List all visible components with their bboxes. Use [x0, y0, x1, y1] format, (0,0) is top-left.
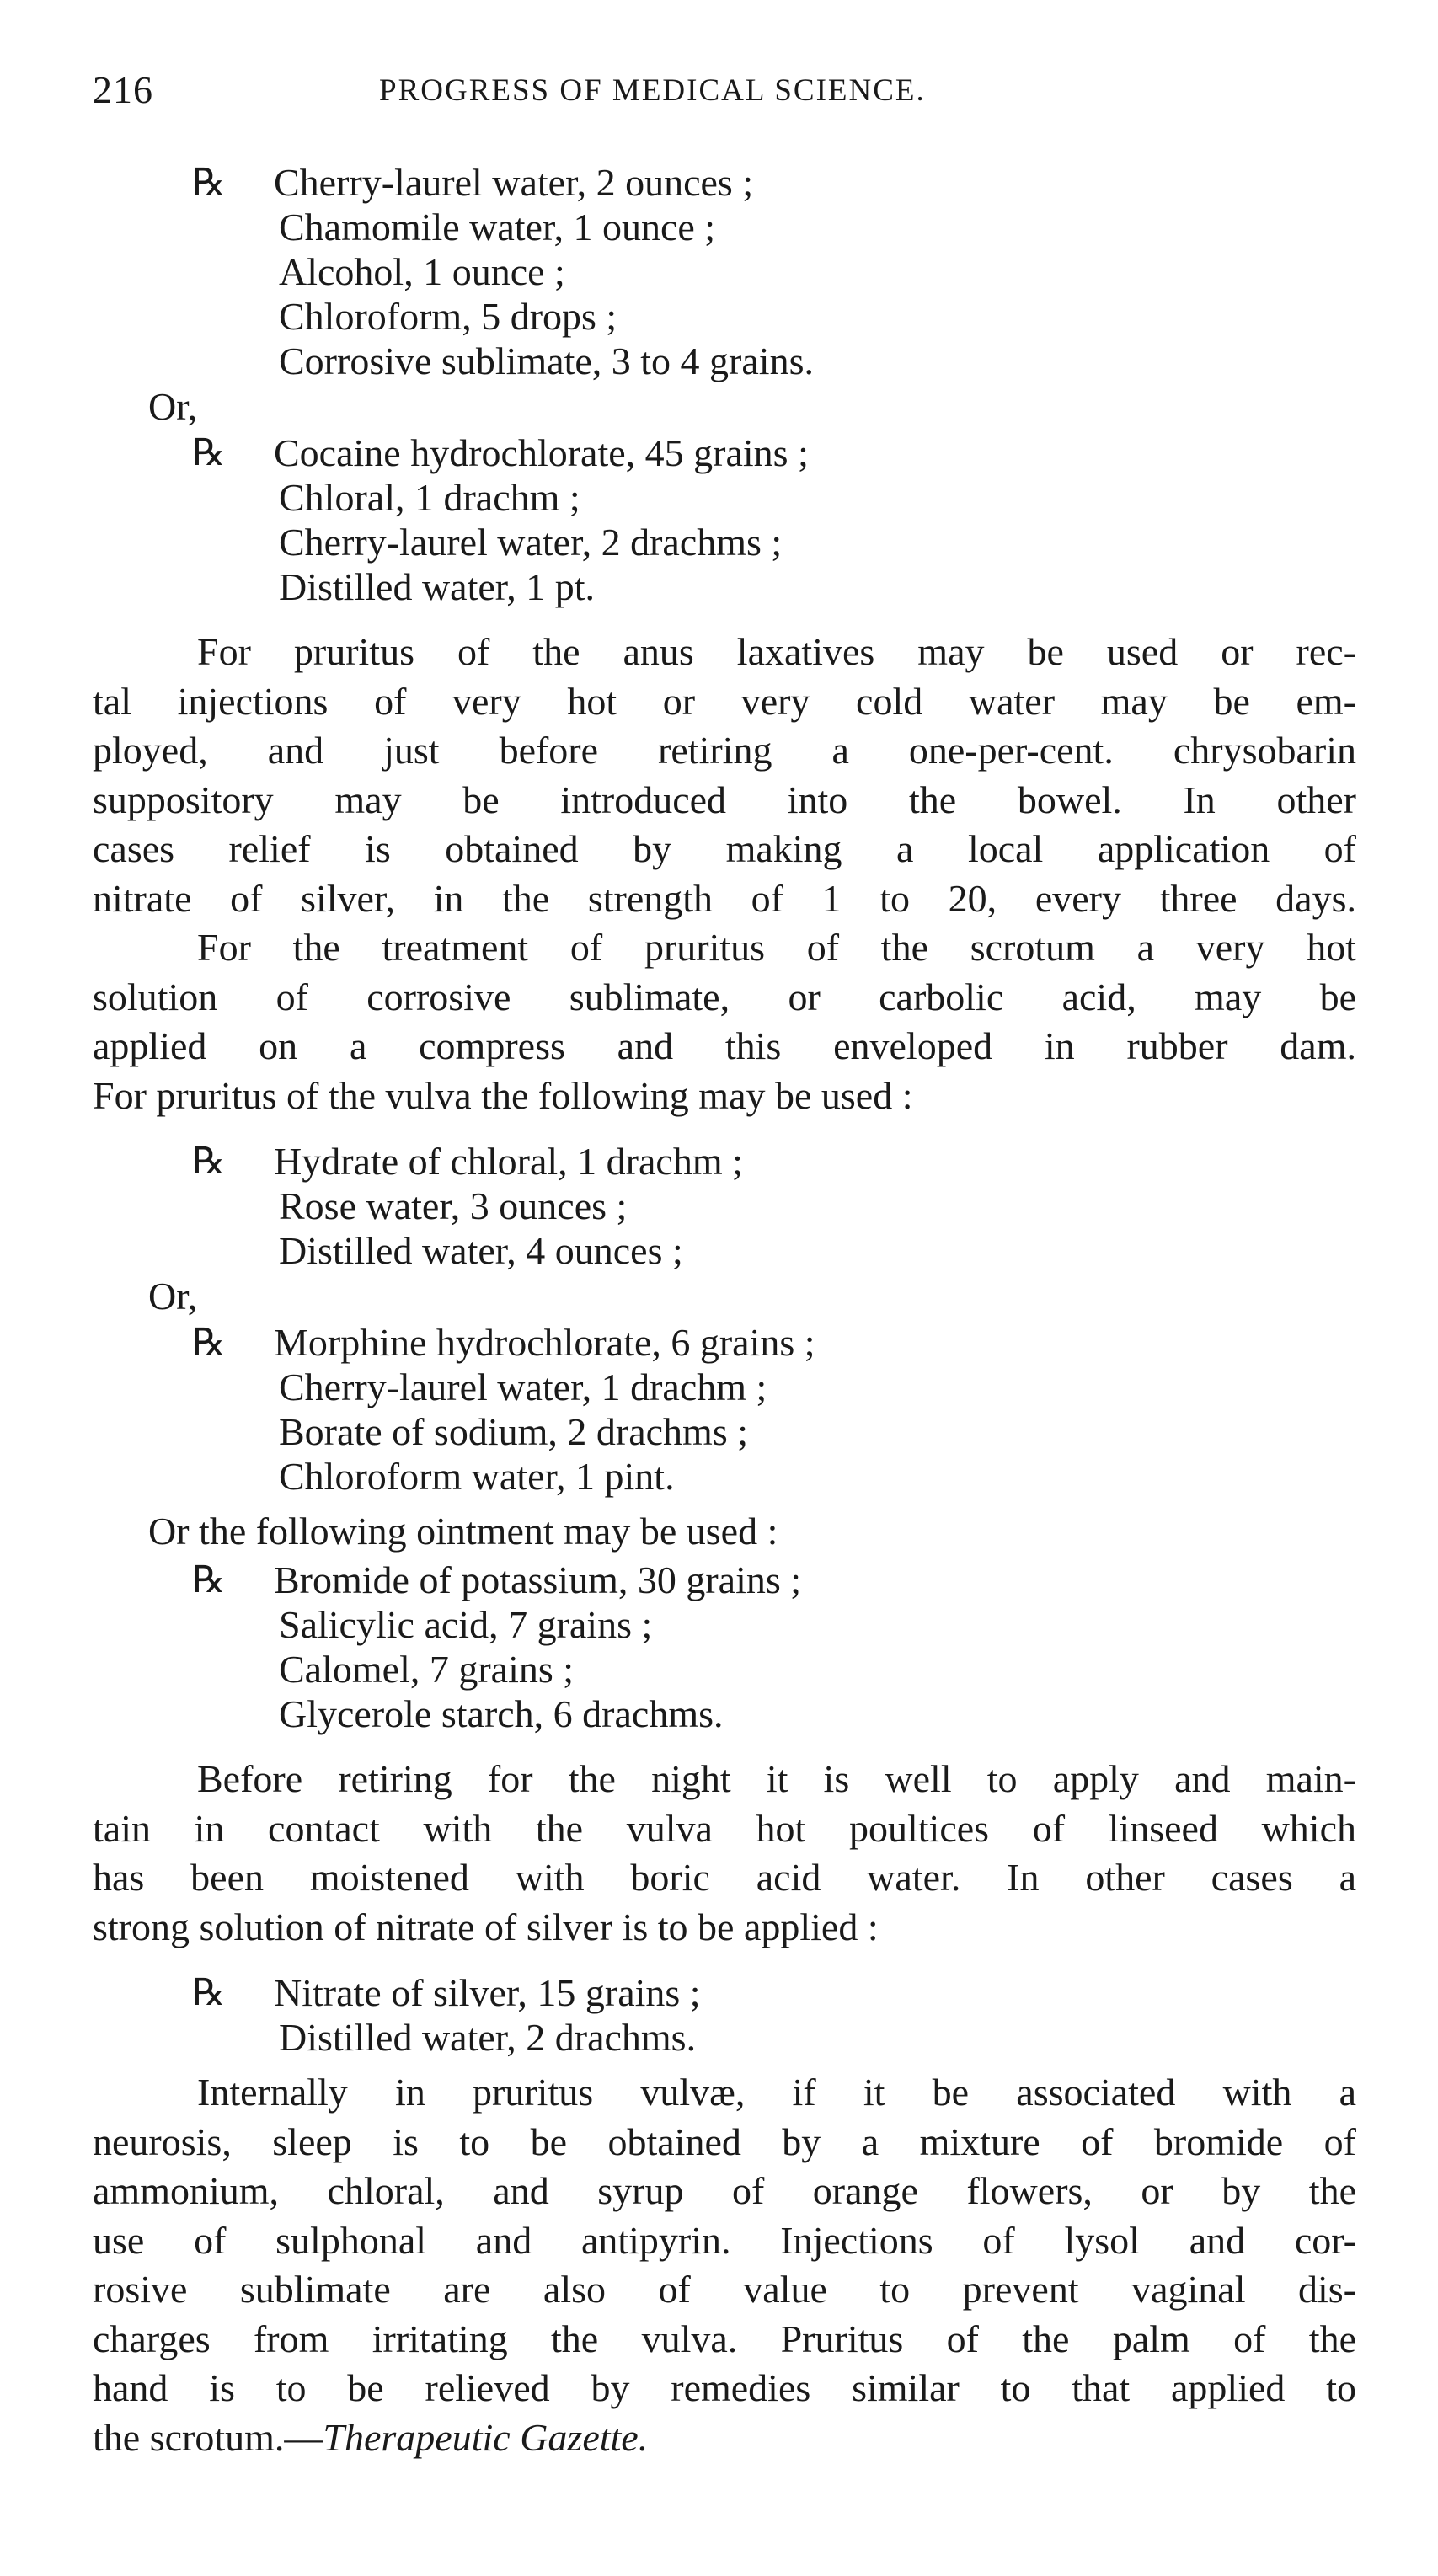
text-line: Before retiring for the night it is well to apply and main-	[197, 1757, 1356, 1800]
text-line: strong solution of nitrate of silver is to be applied :	[93, 1905, 879, 1948]
ingredient: Alcohol, 1 ounce ;	[279, 250, 565, 293]
prescription-line	[192, 205, 1356, 249]
or-separator: Or,	[148, 385, 198, 428]
paragraph-pruritus-anus	[93, 628, 1356, 923]
prescription-2	[192, 430, 1356, 609]
ingredient: Distilled water, 1 pt.	[279, 565, 596, 608]
prescription-line	[192, 1365, 1356, 1409]
rx-symbol: ℞	[192, 1559, 226, 1601]
prescription-4	[192, 1320, 1356, 1499]
prescription-line	[192, 1970, 1356, 2015]
text-line-final	[93, 2413, 1356, 2463]
or-separator: Or,	[148, 1275, 198, 1317]
prescription-line	[192, 564, 1356, 609]
ingredient: Morphine hydrochlorate, 6 grains ;	[274, 1321, 815, 1364]
prescription-1	[192, 160, 1356, 383]
text-line: applied on a compress and this enveloped in rubber dam.	[93, 1024, 1356, 1067]
rx-symbol: ℞	[192, 1972, 226, 2013]
prescription-line	[192, 430, 1356, 475]
paragraph-pruritus-scrotum	[93, 923, 1356, 1120]
text-line: tain in contact with the vulva hot poultices of linseed which	[93, 1806, 1356, 1850]
ingredient: Chloroform, 5 drops ;	[279, 295, 617, 338]
paragraph-internal-treatment	[93, 2068, 1356, 2462]
text-line: For pruritus of the anus laxatives may be used or rec-	[197, 630, 1356, 673]
ingredient: Cherry-laurel water, 2 ounces ;	[274, 161, 754, 204]
prescription-line	[192, 520, 1356, 564]
prescription-3	[192, 1139, 1356, 1273]
ingredient: Glycerole starch, 6 drachms.	[279, 1692, 724, 1735]
ingredient: Distilled water, 2 drachms.	[279, 2016, 697, 2059]
prescription-line	[192, 339, 1356, 383]
prescription-5	[192, 1558, 1356, 1736]
prescription-line	[192, 1647, 1356, 1692]
text-line: solution of corrosive sublimate, or carbolic acid, may be	[93, 975, 1356, 1018]
page-number: 216	[93, 68, 153, 111]
ingredient: Cherry-laurel water, 1 drachm ;	[279, 1365, 767, 1408]
prescription-line	[192, 249, 1356, 294]
ingredient: Cocaine hydrochlorate, 45 grains ;	[274, 431, 809, 474]
prescription-6	[192, 1970, 1356, 2060]
text-line: cases relief is obtained by making a local application of	[93, 827, 1356, 870]
ingredient: Nitrate of silver, 15 grains ;	[274, 1971, 701, 2014]
rx-symbol: ℞	[192, 162, 226, 203]
text-line: rosive sublimate are also of value to prevent vaginal dis-	[93, 2268, 1356, 2311]
text-line: nitrate of silver, in the strength of 1 to 20, every three days.	[93, 876, 1356, 920]
text-line: For pruritus of the vulva the following may be used :	[93, 1073, 913, 1117]
rx-symbol: ℞	[192, 432, 226, 473]
text-line: has been moistened with boric acid water. In other cases a	[93, 1856, 1356, 1899]
final-line-text: the scrotum.—	[93, 2415, 323, 2459]
ingredient: Corrosive sublimate, 3 to 4 grains.	[279, 339, 814, 382]
prescription-line	[192, 2015, 1356, 2060]
ingredient: Salicylic acid, 7 grains ;	[279, 1603, 653, 1646]
text-line: For the treatment of pruritus of the scrotum a very hot	[197, 926, 1356, 969]
text-line: charges from irritating the vulva. Pruritus of the palm of the	[93, 2317, 1356, 2360]
prescription-line	[192, 1228, 1356, 1273]
prescription-line	[192, 1558, 1356, 1602]
prescription-line	[192, 1454, 1356, 1499]
ingredient: Bromide of potassium, 30 grains ;	[274, 1558, 802, 1601]
prescription-line	[192, 1409, 1356, 1454]
ingredient: Calomel, 7 grains ;	[279, 1648, 575, 1691]
text-line: tal injections of very hot or very cold water may be em-	[93, 679, 1356, 723]
paragraph-vulva-poultices	[93, 1755, 1356, 1952]
ingredient: Cherry-laurel water, 2 drachms ;	[279, 521, 783, 564]
ingredient: Distilled water, 4 ounces ;	[279, 1229, 683, 1272]
text-line: ployed, and just before retiring a one-per-cent. chrysobarin	[93, 729, 1356, 772]
prescription-line	[192, 475, 1356, 520]
text-line: use of sulphonal and antipyrin. Injections of lysol and cor-	[93, 2218, 1356, 2262]
prescription-line	[192, 1184, 1356, 1228]
ingredient: Chloral, 1 drachm ;	[279, 476, 580, 519]
ingredient: Chloroform water, 1 pint.	[279, 1455, 675, 1498]
source-citation: Therapeutic Gazette.	[323, 2415, 649, 2459]
text-line: hand is to be relieved by remedies similar to that applied to	[93, 2366, 1356, 2409]
text-line: suppository may be introduced into the bowel. In other	[93, 778, 1356, 821]
running-head	[93, 67, 1331, 118]
text-line: Internally in pruritus vulvæ, if it be associated with a	[197, 2071, 1356, 2114]
rx-symbol: ℞	[192, 1141, 226, 1182]
ointment-intro: Or the following ointment may be used :	[148, 1510, 778, 1553]
ingredient: Hydrate of chloral, 1 drachm ;	[274, 1140, 743, 1183]
prescription-line	[192, 1320, 1356, 1365]
prescription-line	[192, 160, 1356, 205]
prescription-line	[192, 1139, 1356, 1184]
ingredient: Borate of sodium, 2 drachms ;	[279, 1410, 749, 1453]
running-title: PROGRESS OF MEDICAL SCIENCE.	[379, 73, 926, 108]
ingredient: Rose water, 3 ounces ;	[279, 1184, 628, 1227]
prescription-line	[192, 1602, 1356, 1647]
prescription-line	[192, 294, 1356, 339]
text-line: neurosis, sleep is to be obtained by a mixture of bromide of	[93, 2119, 1356, 2163]
text-line: ammonium, chloral, and syrup of orange flowers, or by the	[93, 2169, 1356, 2212]
body-text	[93, 160, 1356, 2462]
prescription-line	[192, 1692, 1356, 1736]
rx-symbol: ℞	[192, 1322, 226, 1363]
ingredient: Chamomile water, 1 ounce ;	[279, 206, 716, 249]
